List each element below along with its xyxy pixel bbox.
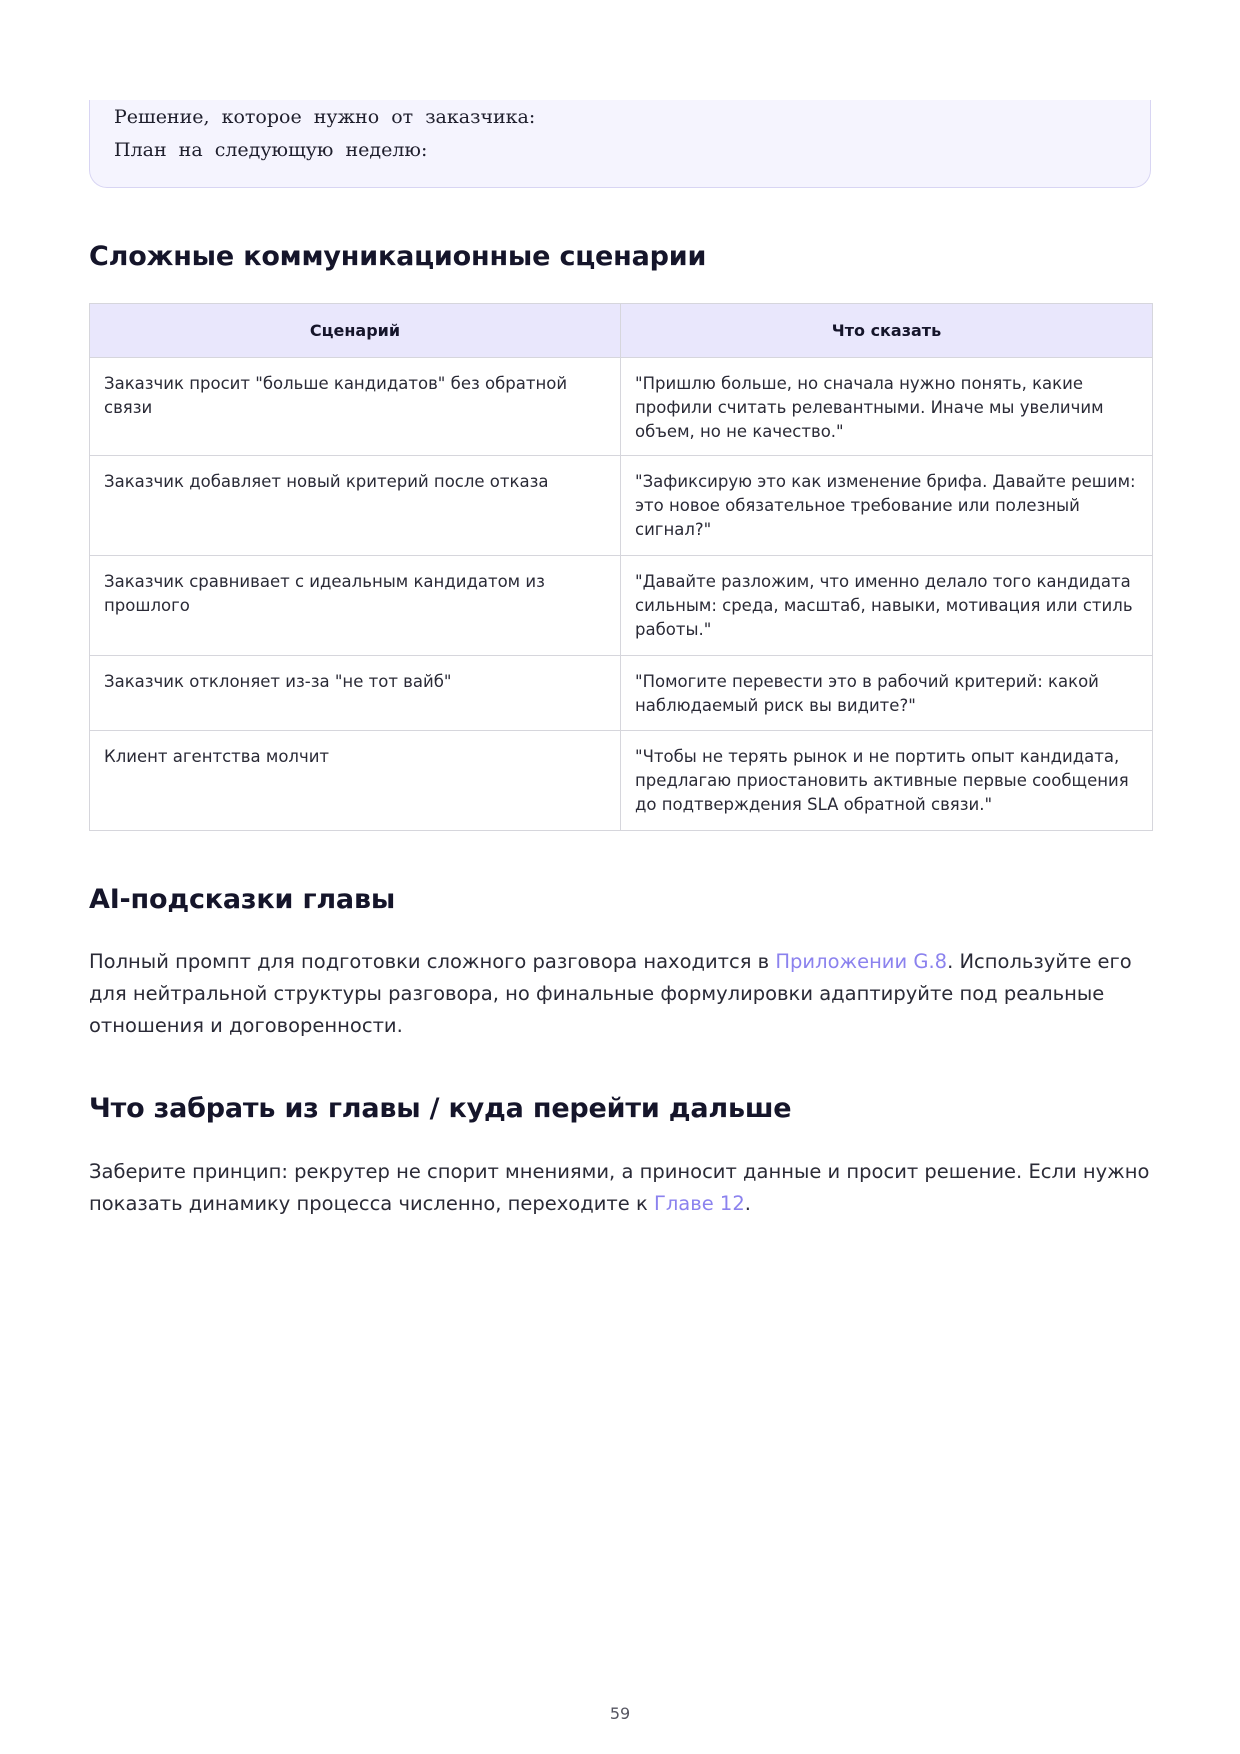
paragraph-text: Полный промпт для подготовки сложного разговора находится в bbox=[89, 950, 776, 973]
code-block bbox=[89, 100, 1151, 188]
paragraph-text: . Используйте его для нейтральной структуры разговора, но финальные формулировки адаптируйте под реальные отношения и договоренности. bbox=[89, 950, 1132, 1037]
paragraph-text: . bbox=[744, 1192, 751, 1215]
code-line: План на следующую неделю: bbox=[114, 139, 428, 161]
table-cell-scenario: Заказчик сравнивает с идеальным кандидатом из прошлого bbox=[90, 556, 621, 656]
code-line: Решение, которое нужно от заказчика: bbox=[114, 106, 536, 128]
table-row bbox=[90, 656, 1153, 731]
chapter-link[interactable]: Главе 12 bbox=[653, 1192, 745, 1215]
table-cell-response: "Давайте разложим, что именно делало того кандидата сильным: среда, масштаб, навыки, мотивация или стиль работы." bbox=[621, 556, 1153, 656]
scenarios-table bbox=[89, 303, 1153, 831]
table-header-row bbox=[90, 304, 1153, 358]
page-number: 59 bbox=[609, 1704, 631, 1723]
table-row bbox=[90, 358, 1153, 456]
table-cell-response: "Чтобы не терять рынок и не портить опыт кандидата, предлагаю приостановить активные первые сообщения до подтверждения SLA обратной связи." bbox=[621, 731, 1153, 831]
section-heading-ai-hints: AI-подсказки главы bbox=[89, 884, 396, 915]
appendix-link[interactable]: Приложении G.8 bbox=[775, 950, 948, 973]
table-cell-response: "Пришлю больше, но сначала нужно понять, какие профили считать релевантными. Иначе мы увеличим объем, но не качество." bbox=[621, 358, 1153, 456]
table-cell-scenario: Заказчик отклоняет из-за "не тот вайб" bbox=[90, 656, 621, 731]
column-header-scenario: Сценарий bbox=[90, 304, 621, 358]
column-header-what-to-say: Что сказать bbox=[621, 304, 1153, 358]
table-cell-scenario: Клиент агентства молчит bbox=[90, 731, 621, 831]
table-cell-response: "Зафиксирую это как изменение брифа. Давайте решим: это новое обязательное требование или полезный сигнал?" bbox=[621, 456, 1153, 556]
section-heading-next-steps: Что забрать из главы / куда перейти дальше bbox=[89, 1093, 792, 1124]
paragraph-text: Заберите принцип: рекрутер не спорит мнениями, а приносит данные и просит решение. Если нужно показать динамику процесса численно, переходите к bbox=[89, 1160, 1150, 1215]
next-steps-paragraph bbox=[89, 1156, 1155, 1220]
table-row bbox=[90, 556, 1153, 656]
table-row bbox=[90, 731, 1153, 831]
table-cell-response: "Помогите перевести это в рабочий критерий: какой наблюдаемый риск вы видите?" bbox=[621, 656, 1153, 731]
table-cell-scenario: Заказчик просит "больше кандидатов" без обратной связи bbox=[90, 358, 621, 456]
section-heading-scenarios: Сложные коммуникационные сценарии bbox=[89, 241, 707, 272]
ai-hints-paragraph bbox=[89, 946, 1155, 1042]
table-cell-scenario: Заказчик добавляет новый критерий после отказа bbox=[90, 456, 621, 556]
table-row bbox=[90, 456, 1153, 556]
